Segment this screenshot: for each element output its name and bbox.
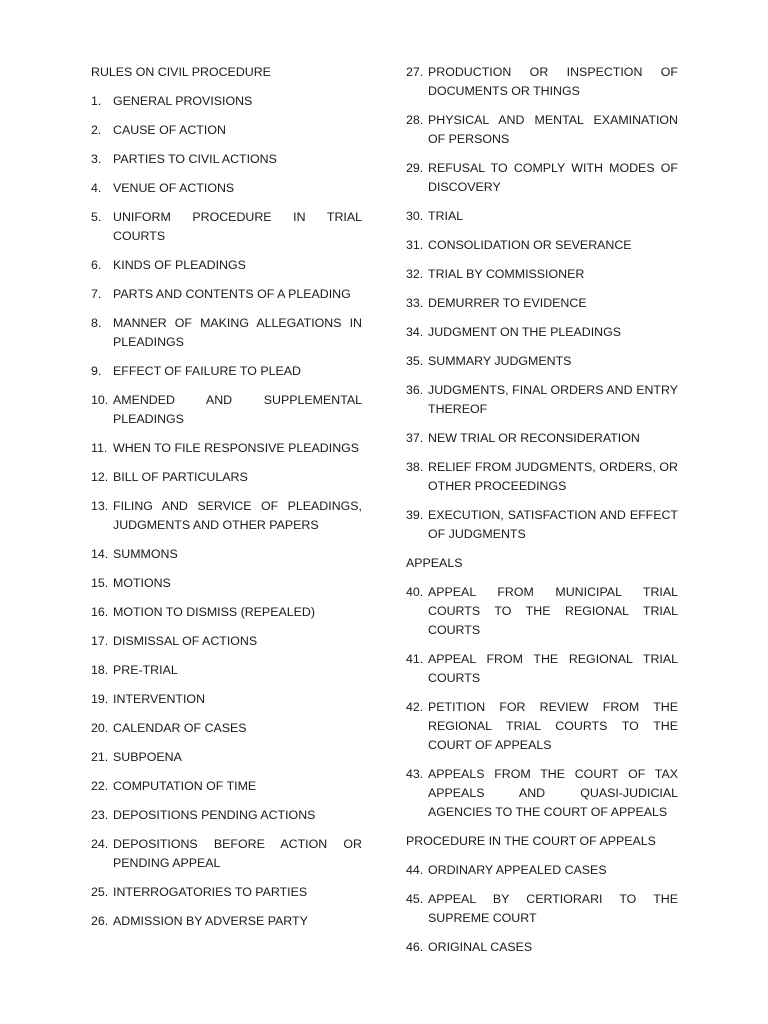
rule-number: 45. [406,892,424,906]
rule-title: GENERAL PROVISIONS [113,94,253,108]
rule-item [406,698,678,755]
rule-title: BILL OF PARTICULARS [113,470,248,484]
rule-title: FILING AND SERVICE OF PLEADINGS, JUDGMENTS AND OTHER PAPERS [113,499,362,532]
rule-item [406,236,678,255]
rule-title: ADMISSION BY ADVERSE PARTY [113,914,308,928]
right-column [406,63,678,967]
rule-number: 32. [406,267,424,281]
rule-item [91,777,362,796]
rule-title: MOTIONS [113,576,171,590]
rule-number: 6. [91,258,102,272]
rule-title: DISMISSAL OF ACTIONS [113,634,258,648]
rule-number: 14. [91,547,109,561]
rule-title: JUDGMENTS, FINAL ORDERS AND ENTRY THEREOF [428,383,678,416]
left-rule-list [91,92,362,931]
rule-item [406,765,678,822]
rule-item [91,150,362,169]
rule-number: 25. [91,885,109,899]
rule-item [406,294,678,313]
rule-title: EFFECT OF FAILURE TO PLEAD [113,364,301,378]
rule-title: APPEAL FROM MUNICIPAL TRIAL COURTS TO THE REGIONAL TRIAL COURTS [428,585,678,637]
rule-number: 44. [406,863,424,877]
rule-item [406,111,678,149]
rule-item [406,207,678,226]
rule-number: 27. [406,65,424,79]
rule-title: PARTIES TO CIVIL ACTIONS [113,152,277,166]
rule-number: 7. [91,287,102,301]
rule-item [406,429,678,448]
rule-title: SUMMONS [113,547,178,561]
rule-title: MANNER OF MAKING ALLEGATIONS IN PLEADINGS [113,316,362,349]
rule-title: INTERVENTION [113,692,206,706]
rule-title: PARTS AND CONTENTS OF A PLEADING [113,287,351,301]
rule-title: RELIEF FROM JUDGMENTS, ORDERS, OR OTHER PROCEEDINGS [428,460,678,493]
right-rule-list-a [406,63,678,544]
rule-number: 15. [91,576,109,590]
rule-item [406,506,678,544]
rule-item [406,159,678,197]
rule-number: 43. [406,767,424,781]
rule-number: 9. [91,364,102,378]
rule-item [91,603,362,622]
rule-item [91,912,362,931]
rule-item [406,381,678,419]
rule-item [91,574,362,593]
rule-title: PETITION FOR REVIEW FROM THE REGIONAL TRIAL COURTS TO THE COURT OF APPEALS [428,700,678,752]
rule-title: TRIAL [428,209,464,223]
rule-title: REFUSAL TO COMPLY WITH MODES OF DISCOVERY [428,161,678,194]
rule-number: 1. [91,94,102,108]
court-of-appeals-heading: PROCEDURE IN THE COURT OF APPEALS [406,834,656,848]
rule-number: 41. [406,652,424,666]
rule-number: 36. [406,383,424,397]
rule-title: APPEAL FROM THE REGIONAL TRIAL COURTS [428,652,678,685]
right-rule-list-c [406,861,678,957]
rule-number: 12. [91,470,109,484]
rule-item [91,883,362,902]
rule-title: CAUSE OF ACTION [113,123,226,137]
rule-number: 35. [406,354,424,368]
rule-number: 29. [406,161,424,175]
right-rule-list-b [406,583,678,822]
rule-item [406,861,678,880]
rule-number: 33. [406,296,424,310]
rule-title: APPEAL BY CERTIORARI TO THE SUPREME COURT [428,892,678,925]
rule-number: 11. [91,441,108,455]
rule-number: 16. [91,605,109,619]
rule-title: VENUE OF ACTIONS [113,181,235,195]
rule-item [406,265,678,284]
rule-title: DEPOSITIONS PENDING ACTIONS [113,808,316,822]
rule-item [91,391,362,429]
rule-item [91,121,362,140]
rule-title: INTERROGATORIES TO PARTIES [113,885,308,899]
rule-title: SUBPOENA [113,750,182,764]
rule-item [91,661,362,680]
rule-title: KINDS OF PLEADINGS [113,258,246,272]
rule-item [91,748,362,767]
rule-item [91,690,362,709]
rule-title: MOTION TO DISMISS (REPEALED) [113,605,315,619]
appeals-heading: APPEALS [406,556,463,570]
rule-item [91,719,362,738]
rule-item [406,890,678,928]
rule-title: CALENDAR OF CASES [113,721,247,735]
rule-title: PRODUCTION OR INSPECTION OF DOCUMENTS OR THINGS [428,65,678,98]
rule-number: 2. [91,123,102,137]
rule-item [91,835,362,873]
rule-number: 24. [91,837,109,851]
rule-title: ORDINARY APPEALED CASES [428,863,607,877]
rule-title: PHYSICAL AND MENTAL EXAMINATION OF PERSONS [428,113,678,146]
rule-item [91,806,362,825]
rule-item [91,92,362,111]
rule-title: EXECUTION, SATISFACTION AND EFFECT OF JUDGMENTS [428,508,678,541]
rule-title: DEMURRER TO EVIDENCE [428,296,587,310]
rule-number: 38. [406,460,424,474]
rule-number: 46. [406,940,424,954]
rule-title: JUDGMENT ON THE PLEADINGS [428,325,622,339]
rule-number: 19. [91,692,109,706]
rule-number: 40. [406,585,424,599]
rule-title: SUMMARY JUDGMENTS [428,354,572,368]
rule-item [406,63,678,101]
document-title: RULES ON CIVIL PROCEDURE [91,65,271,79]
rule-item [91,439,362,458]
rule-number: 21. [91,750,109,764]
rule-title: TRIAL BY COMMISSIONER [428,267,585,281]
rule-title: UNIFORM PROCEDURE IN TRIAL COURTS [113,210,362,243]
rule-item [91,314,362,352]
rule-title: DEPOSITIONS BEFORE ACTION OR PENDING APPEAL [113,837,362,870]
rule-item [406,650,678,688]
rule-number: 4. [91,181,102,195]
rule-item [91,256,362,275]
rule-number: 42. [406,700,424,714]
rule-item [91,208,362,246]
rule-number: 22. [91,779,109,793]
rule-item [406,352,678,371]
rule-number: 10. [91,393,109,407]
rule-item [91,497,362,535]
rule-title: AMENDED AND SUPPLEMENTAL PLEADINGS [113,393,362,426]
rule-title: NEW TRIAL OR RECONSIDERATION [428,431,640,445]
rule-item [91,468,362,487]
rule-number: 17. [91,634,109,648]
left-column [91,63,362,941]
rule-item [91,545,362,564]
rule-item [406,323,678,342]
rule-title: ORIGINAL CASES [428,940,533,954]
rule-title: PRE-TRIAL [113,663,178,677]
rule-title: APPEALS FROM THE COURT OF TAX APPEALS AND QUASI-JUDICIAL AGENCIES TO THE COURT OF APPEALS [428,767,678,819]
rule-number: 18. [91,663,109,677]
rule-number: 13. [91,499,109,513]
rule-item [91,179,362,198]
rule-item [91,285,362,304]
rule-number: 5. [91,210,102,224]
rule-number: 34. [406,325,424,339]
rule-number: 26. [91,914,109,928]
rule-item [406,583,678,640]
rule-number: 23. [91,808,109,822]
rule-number: 31. [406,238,424,252]
rule-number: 3. [91,152,102,166]
rule-number: 28. [406,113,424,127]
rule-item [406,458,678,496]
rule-number: 37. [406,431,424,445]
rule-number: 30. [406,209,424,223]
rule-number: 39. [406,508,424,522]
rule-item [91,632,362,651]
rule-number: 8. [91,316,102,330]
rule-title: WHEN TO FILE RESPONSIVE PLEADINGS [113,441,360,455]
rule-number: 20. [91,721,109,735]
rule-title: COMPUTATION OF TIME [113,779,257,793]
rule-item [91,362,362,381]
rule-item [406,938,678,957]
rule-title: CONSOLIDATION OR SEVERANCE [428,238,632,252]
